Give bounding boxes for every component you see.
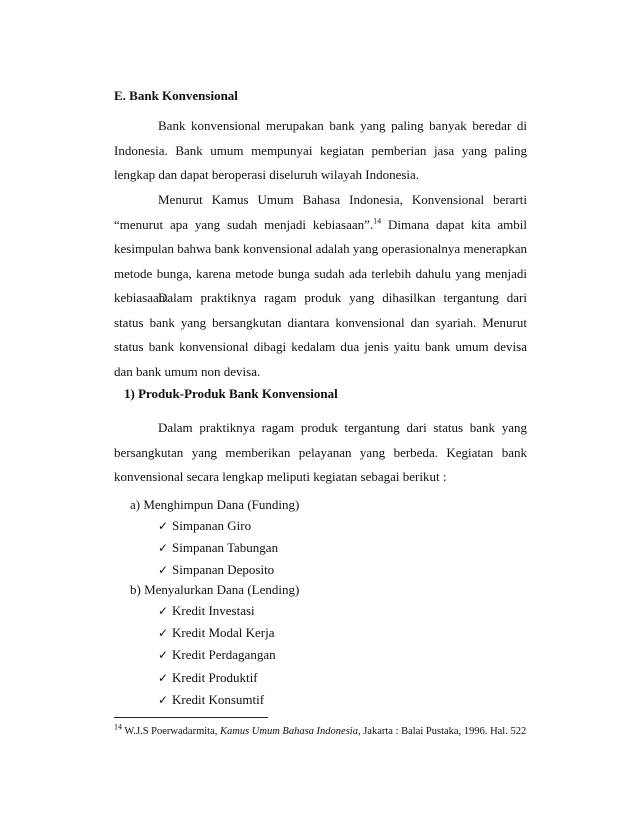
footnote-publisher: , Jakarta : Balai Pustaka, 1996. Hal. 522 (357, 726, 527, 737)
footnote-divider (114, 717, 268, 718)
paragraph-definition: Bank konvensional merupakan bank yang paling banyak beredar di Indonesia. Bank umum mempunyai kegiatan pemberian jasa yang paling lengkap dan dapat beroperasi diseluruh wilayah Indonesia. (114, 118, 527, 182)
section-heading-bank-konvensional: E. Bank Konvensional (114, 88, 238, 103)
list-item (158, 537, 278, 559)
checkmark-icon: ✓ (158, 519, 169, 533)
checkmark-icon: ✓ (158, 541, 169, 556)
footnote-book-title: Kamus Umum Bahasa Indonesia (220, 726, 358, 737)
footnote-number: 14 (114, 722, 122, 732)
checkmark-icon: ✓ (158, 692, 169, 707)
list-label-funding: a) Menghimpun Dana (Funding) (130, 497, 300, 512)
list-lending (158, 600, 276, 711)
paragraph-text: Dimana dapat kita ambil kesimpulan bahwa bank konvensional adalah yang operasionalnya menerapkan metode bunga, karena metode bunga sudah ada terlebih dahulu yang menjadi kebiasaan. (114, 216, 527, 305)
list-item-text: Kredit Produktif (172, 669, 258, 685)
checkmark-icon: ✓ (158, 563, 169, 578)
list-item (158, 600, 276, 622)
footnote-reference: 14 (373, 216, 382, 226)
list-funding-header (130, 494, 299, 515)
list-item-text: Simpanan Giro (172, 518, 252, 533)
checkmark-icon: ✓ (158, 626, 169, 641)
list-item-text: Simpanan Tabungan (172, 540, 279, 556)
list-item-text: Kredit Modal Kerja (172, 625, 275, 641)
checkmark-icon: ✓ (158, 670, 169, 685)
paragraph-kegiatan: Dalam praktiknya ragam produk tergantung dari status bank yang bersangkutan yang memberikan pelayanan yang berbeda. Kegiatan bank konvensional secara lengkap meliputi kegiatan sebagai berikut : (114, 420, 527, 484)
footnote (114, 722, 527, 737)
list-item-text: Kredit Investasi (172, 603, 255, 618)
checkmark-icon: ✓ (158, 648, 169, 663)
paragraph-text: Menurut Kamus Umum Bahasa Indonesia, Konvensional berarti “menurut apa yang sudah menjadi kebiasaan”. (114, 192, 527, 232)
list-lending-header (130, 579, 299, 600)
subsection-heading-produk: 1) Produk-Produk Bank Konvensional (124, 386, 338, 401)
list-item (158, 622, 276, 644)
list-item-text: Kredit Konsumtif (172, 691, 265, 707)
list-funding (158, 515, 278, 582)
list-item (158, 515, 278, 537)
checkmark-icon: ✓ (158, 604, 169, 618)
list-item (158, 667, 276, 689)
list-item (158, 644, 276, 666)
paragraph-product-types: Dalam praktiknya ragam produk yang dihasilkan tergantung dari status bank yang bersangkutan diantara konvensional dan syariah. Menurut status bank konvensional dibagi kedalam dua jenis yaitu bank umum devisa dan bank umum non devisa. (114, 290, 527, 379)
footnote-author: W.J.S Poerwadarmita, (122, 726, 220, 737)
list-item-text: Kredit Perdagangan (172, 647, 276, 663)
list-item (158, 689, 276, 711)
list-item-text: Simpanan Deposito (172, 562, 275, 578)
list-label-lending: b) Menyalurkan Dana (Lending) (130, 582, 300, 597)
